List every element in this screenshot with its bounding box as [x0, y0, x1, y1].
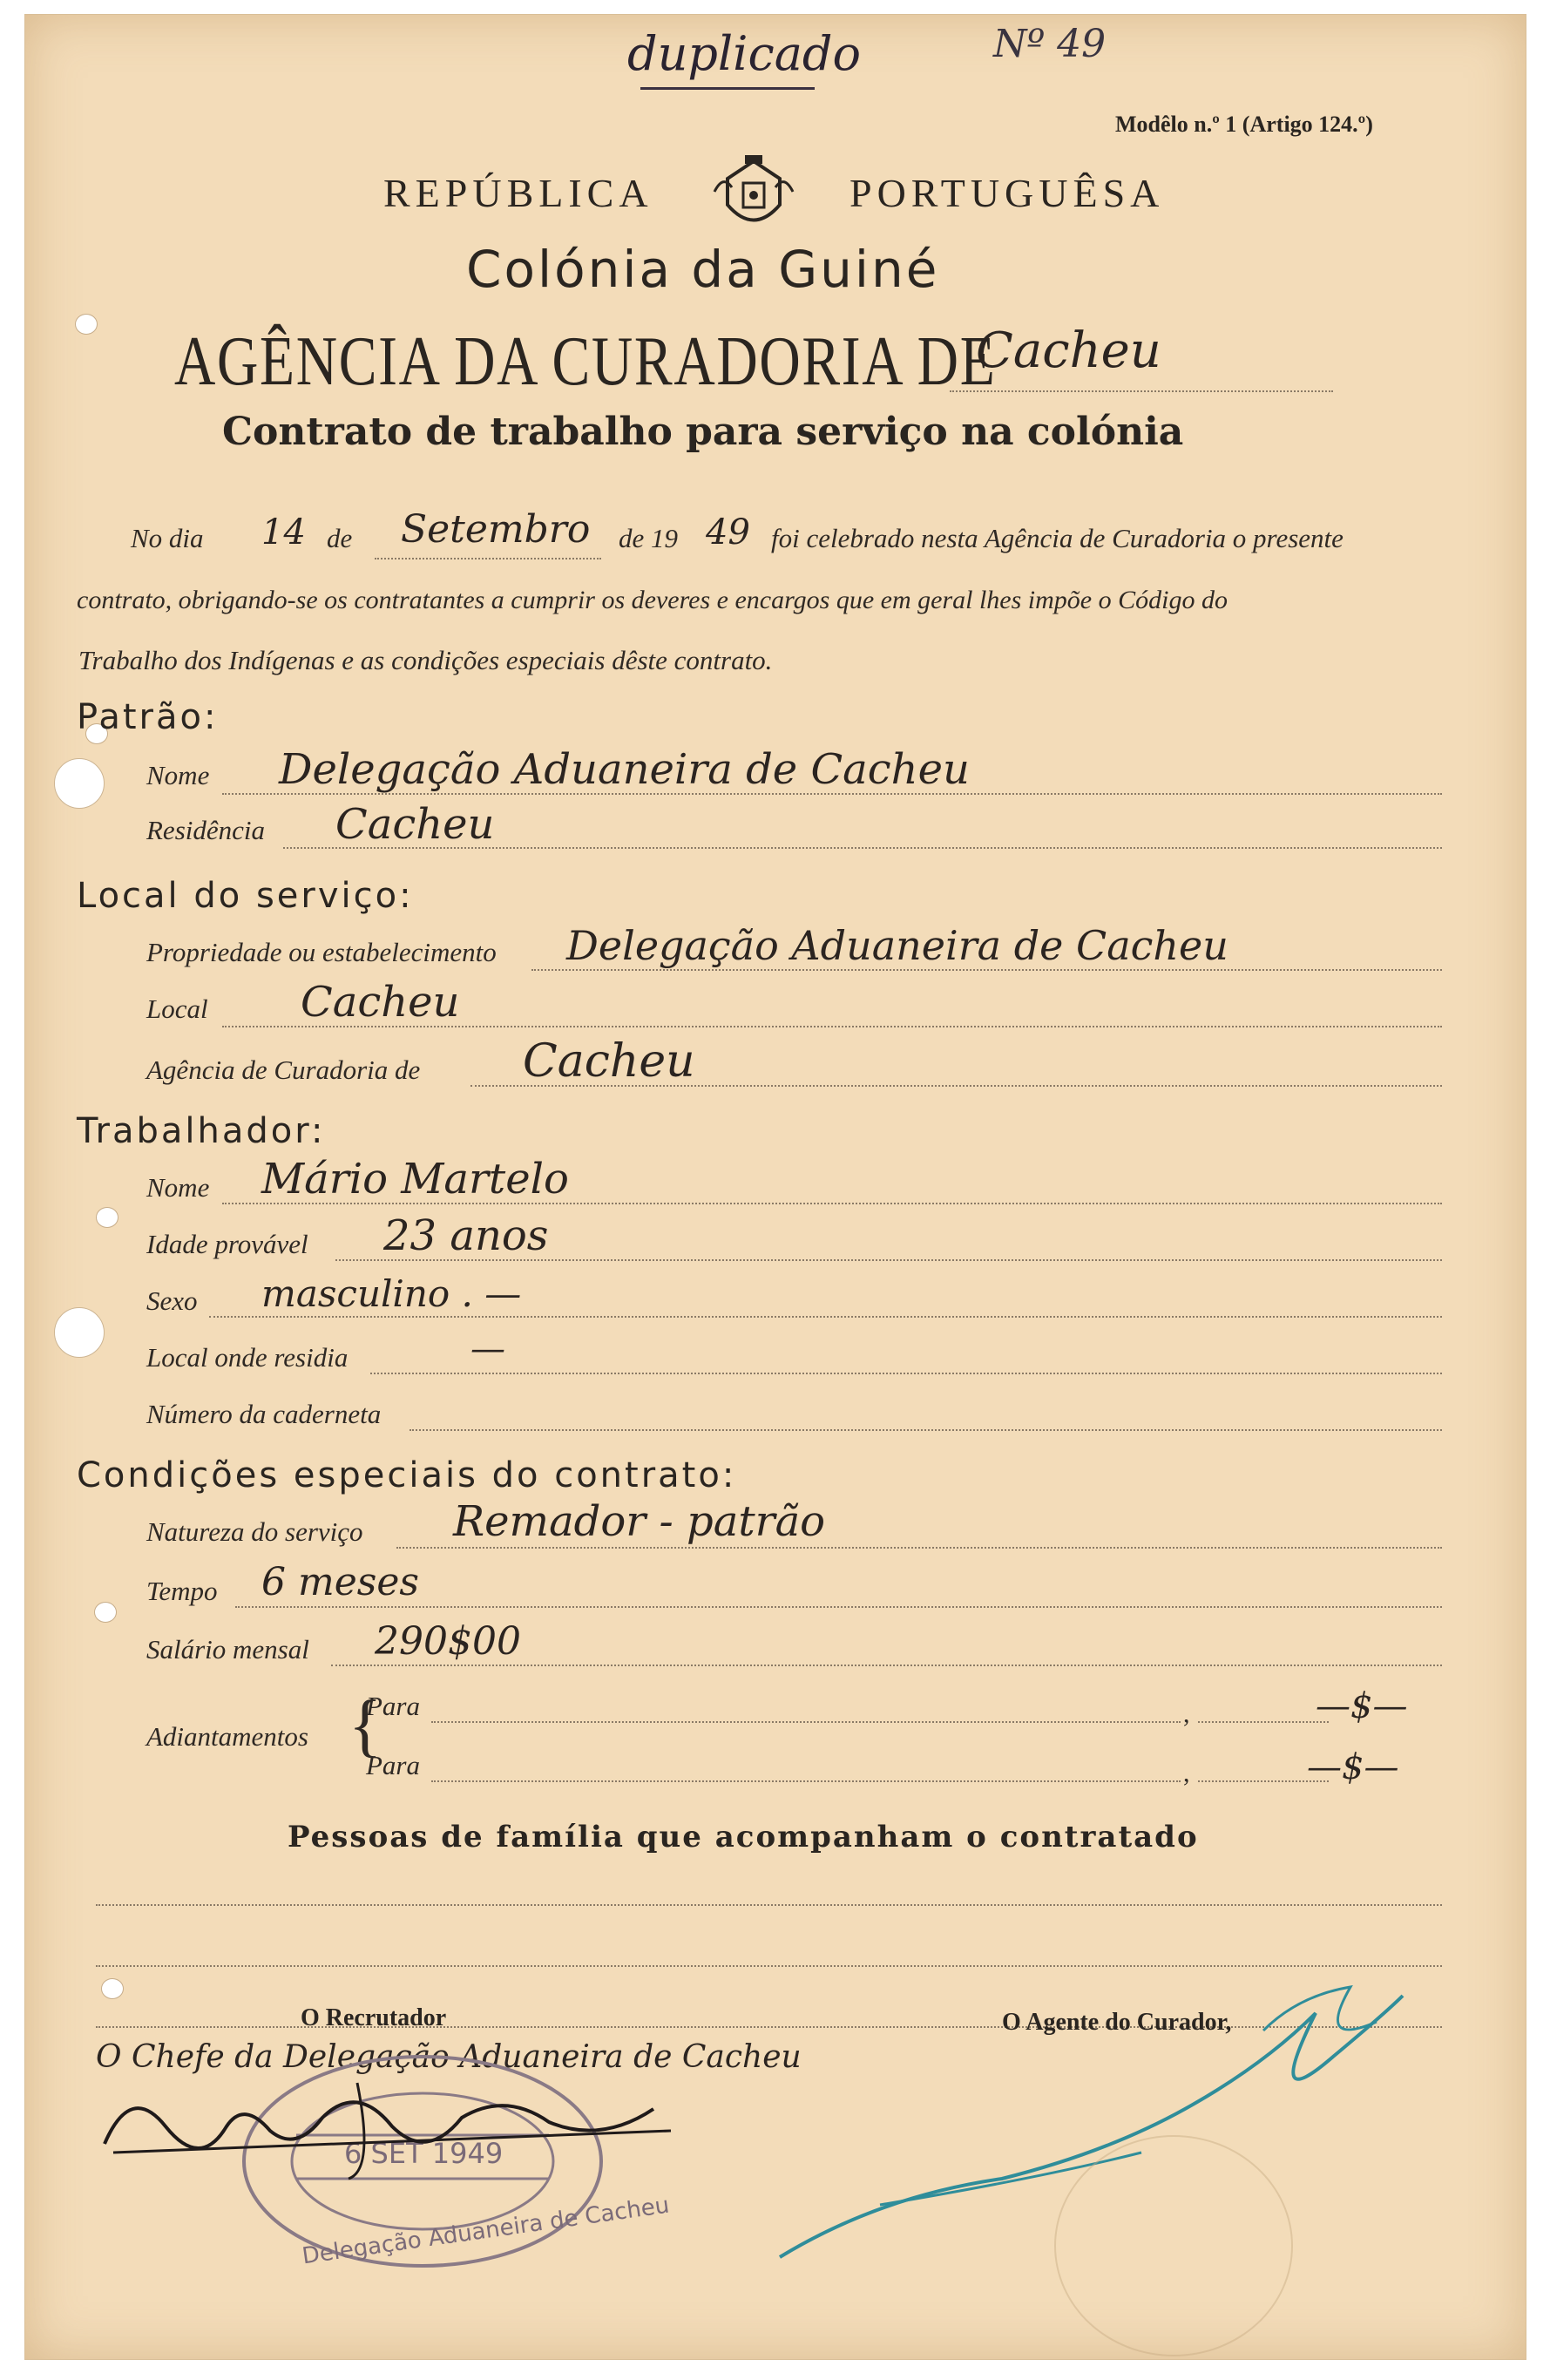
chefe-note-handwriting: O Chefe da Delegação Aduaneira de Cacheu — [96, 2039, 802, 2075]
dotted-line — [431, 1721, 1181, 1723]
header-republica: REPÚBLICA — [383, 171, 653, 215]
section-patrao: Patrão: — [77, 697, 219, 737]
comma: , — [1183, 1699, 1190, 1728]
agente-label: O Agente do Curador, — [1002, 2009, 1232, 2036]
intro-text: foi celebrado nesta Agência de Curadoria o presente — [771, 523, 1344, 553]
natureza-label: Natureza do serviço — [146, 1516, 363, 1547]
salario-label: Salário mensal — [146, 1634, 309, 1665]
dotted-line — [409, 1429, 1442, 1431]
section-condicoes: Condições especiais do contrato: — [77, 1455, 737, 1495]
recruiter-signature — [96, 2048, 697, 2187]
dotted-line — [470, 1085, 1442, 1087]
salario-value: 290$00 — [375, 1619, 521, 1664]
dotted-line — [235, 1606, 1442, 1608]
header-agencia-value: Cacheu — [976, 322, 1161, 379]
para-label-2: Para — [366, 1750, 420, 1780]
patrao-nome-value: Delegação Aduaneira de Cacheu — [279, 745, 970, 794]
sexo-label: Sexo — [146, 1285, 198, 1316]
contract-subtitle: Contrato de trabalho para serviço na colónia — [222, 410, 1184, 454]
dotted-line — [375, 558, 601, 559]
comma: , — [1183, 1759, 1190, 1787]
dotted-line — [950, 390, 1333, 392]
coat-of-arms-icon — [710, 153, 797, 240]
header-portuguesa: PORTUGUÊSA — [849, 171, 1165, 215]
dotted-line — [96, 1965, 1442, 1967]
stamp-date: 6 SET 1949 — [344, 2137, 504, 2170]
agencia-label: Agência de Curadoria de — [146, 1054, 421, 1085]
intro-month: Setembro — [401, 507, 591, 552]
idade-value: 23 anos — [383, 1211, 549, 1260]
header-colonia: Colónia da Guiné — [466, 240, 940, 299]
amount-2: —$— — [1307, 1747, 1399, 1787]
local-value: Cacheu — [301, 978, 460, 1027]
dotted-line — [222, 1026, 1442, 1027]
punch-hole — [54, 1307, 105, 1358]
section-trabalhador: Trabalhador: — [77, 1111, 326, 1151]
dotted-line — [222, 793, 1442, 795]
residia-label: Local onde residia — [146, 1342, 349, 1373]
duplicate-underline — [640, 87, 815, 90]
recrutador-label: O Recrutador — [301, 2004, 447, 2031]
punch-hole — [54, 758, 105, 809]
idade-label: Idade provável — [146, 1229, 308, 1259]
dotted-line — [209, 1316, 1442, 1318]
dotted-line — [431, 1780, 1181, 1782]
propriedade-value: Delegação Aduaneira de Cacheu — [566, 922, 1228, 969]
dotted-line — [283, 847, 1442, 849]
document-number: Nº 49 — [993, 22, 1107, 66]
patrao-residencia-label: Residência — [146, 815, 266, 845]
punch-hole — [101, 1978, 124, 1999]
para-label-1: Para — [366, 1691, 420, 1721]
tempo-label: Tempo — [146, 1576, 218, 1606]
dotted-line — [222, 1203, 1442, 1204]
stamp-text: Delegação Aduaneira de Cacheu — [300, 2192, 672, 2270]
local-label: Local — [146, 993, 208, 1024]
intro-text: No dia — [131, 523, 204, 553]
propriedade-label: Propriedade ou estabelecimento — [146, 937, 497, 967]
embossed-seal — [1054, 2135, 1293, 2356]
amount-1: —$— — [1316, 1686, 1408, 1726]
residia-value: — — [470, 1329, 505, 1369]
patrao-residencia-value: Cacheu — [335, 800, 495, 849]
dotted-line — [331, 1665, 1442, 1666]
intro-text: de — [327, 523, 353, 553]
intro-text: de 19 — [619, 523, 679, 553]
agencia-value: Cacheu — [523, 1035, 695, 1088]
dotted-line — [531, 969, 1442, 971]
sexo-value: masculino . — — [261, 1272, 522, 1315]
brace: { — [349, 1687, 382, 1764]
section-local: Local do serviço: — [77, 876, 414, 916]
punch-hole — [75, 314, 98, 335]
punch-hole — [94, 1602, 117, 1623]
patrao-nome-label: Nome — [146, 760, 210, 790]
pessoas-title: Pessoas de família que acompanham o contratado — [288, 1820, 1199, 1855]
caderneta-label: Número da caderneta — [146, 1399, 382, 1429]
intro-line-2: contrato, obrigando-se os contratantes a cumprir os deveres e encargos que em geral lhes impõe o Código do — [77, 586, 1228, 614]
tempo-value: 6 meses — [261, 1560, 419, 1604]
natureza-value: Remador - patrão — [453, 1497, 826, 1546]
model-reference: Modêlo n.º 1 (Artigo 124.º) — [1115, 112, 1373, 137]
trabalhador-nome-value: Mário Martelo — [261, 1155, 569, 1204]
trabalhador-nome-label: Nome — [146, 1172, 210, 1203]
dotted-line — [96, 1904, 1442, 1906]
dotted-line — [396, 1547, 1442, 1549]
duplicate-handwriting: duplicado — [627, 26, 861, 81]
dotted-line — [1198, 1721, 1329, 1723]
dotted-line — [335, 1259, 1442, 1261]
dotted-line — [370, 1373, 1442, 1374]
intro-year: 49 — [706, 512, 750, 553]
punch-hole — [96, 1207, 118, 1228]
intro-line-3: Trabalho dos Indígenas e as condições especiais dêste contrato. — [78, 645, 773, 675]
header-agencia: AGÊNCIA DA CURADORIA DE — [174, 323, 997, 400]
intro-day: 14 — [261, 512, 306, 553]
adiantamentos-label: Adiantamentos — [146, 1721, 308, 1752]
